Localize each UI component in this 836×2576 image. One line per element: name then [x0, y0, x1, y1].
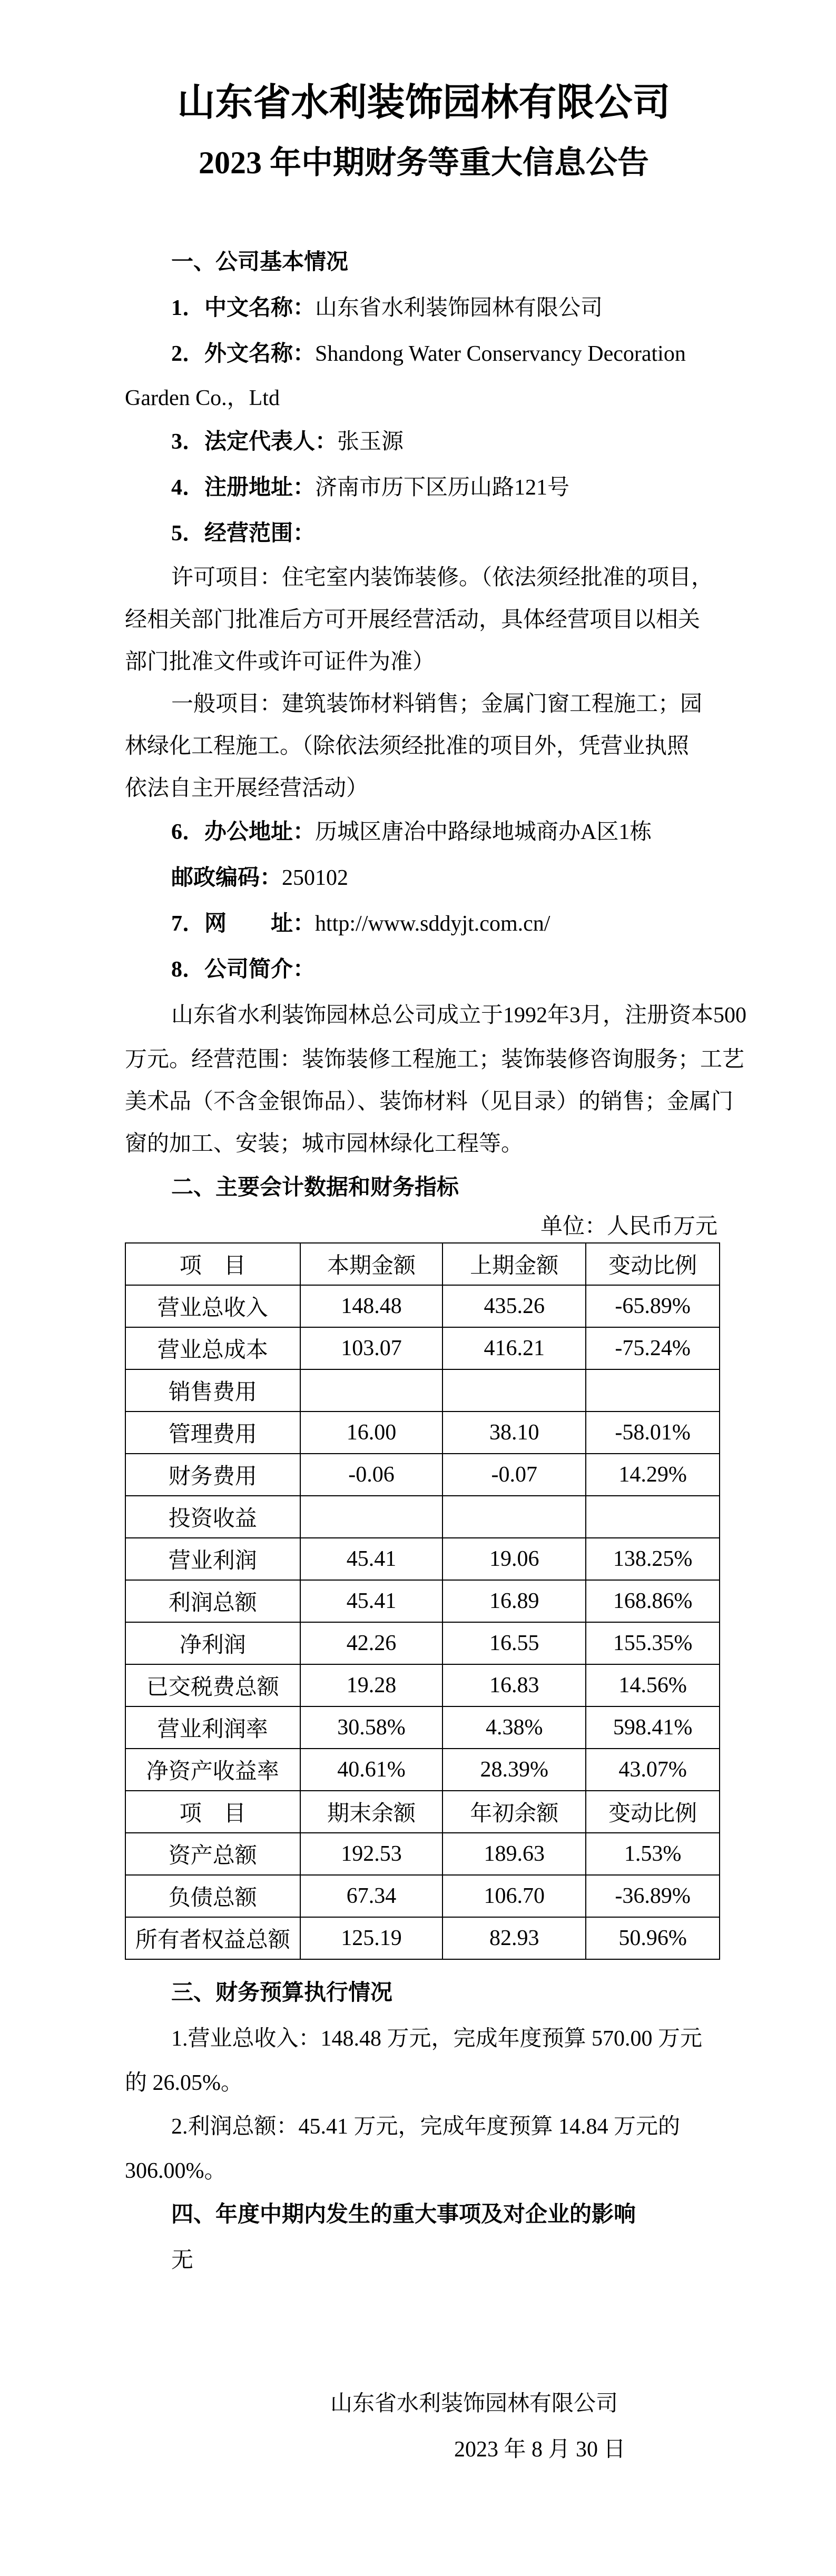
table-header-cell: 变动比例: [586, 1791, 720, 1833]
table-cell: -58.01%: [586, 1412, 720, 1454]
table-cell: [442, 1496, 586, 1538]
item-value: 依法自主开展经营活动）: [125, 776, 369, 801]
table-cell: 营业利润: [125, 1538, 300, 1580]
body-line: [125, 557, 723, 599]
table-cell: 45.41: [300, 1538, 443, 1580]
item-value: 许可项目：住宅室内装饰装修。（依法须经批准的项目，: [171, 566, 714, 590]
table-cell: -36.89%: [586, 1875, 720, 1917]
table-cell: 28.39%: [442, 1749, 586, 1791]
table-cell: 19.06: [442, 1538, 586, 1580]
unit-note: 单位：人民币万元: [540, 1215, 717, 1239]
item-label: 2．外文名称：: [171, 342, 316, 366]
table-cell: 负债总额: [125, 1875, 300, 1917]
table-cell: 资产总额: [125, 1833, 300, 1875]
table-cell: -0.07: [442, 1454, 586, 1496]
item-value: 2.利润总额：45.41 万元，完成年度预算 14.84 万元的: [171, 2115, 681, 2139]
table-cell: 82.93: [442, 1917, 586, 1959]
item-value: Garden Co.，Ltd: [125, 386, 280, 410]
table-header-cell: 本期金额: [300, 1243, 443, 1285]
table-cell: 销售费用: [125, 1369, 300, 1412]
section-3-heading: 三、财务预算执行情况: [171, 1981, 393, 2005]
financial-table: [125, 1242, 720, 1960]
table-cell: 财务费用: [125, 1454, 300, 1496]
item-value: 部门批准文件或许可证件为准）: [125, 650, 435, 674]
body-line: [125, 285, 723, 331]
item-value: 林绿化工程施工。（除依法须经批准的项目外，凭营业执照: [125, 734, 690, 758]
table-cell: 45.41: [300, 1580, 443, 1622]
table-cell: [300, 1369, 443, 1412]
table-row: [125, 1412, 720, 1454]
body-line: [125, 947, 723, 993]
table-row: [125, 1454, 720, 1496]
body-line: [125, 2238, 723, 2284]
table-header-cell: 变动比例: [586, 1243, 720, 1285]
table-cell: 50.96%: [586, 1917, 720, 1959]
body-line: [125, 377, 723, 419]
body-line: [125, 331, 723, 377]
table-cell: 营业总收入: [125, 1285, 300, 1327]
table-row: [125, 1538, 720, 1580]
table-cell: 16.55: [442, 1622, 586, 1664]
item-value: 306.00%。: [125, 2159, 227, 2183]
table-cell: 189.63: [442, 1833, 586, 1875]
body-line: [125, 2104, 723, 2150]
table-cell: 106.70: [442, 1875, 586, 1917]
table-cell: 416.21: [442, 1327, 586, 1369]
table-cell: 67.34: [300, 1875, 443, 1917]
table-cell: 598.41%: [586, 1706, 720, 1749]
table-cell: 42.26: [300, 1622, 443, 1664]
table-row: [125, 1580, 720, 1622]
item-value: 山东省水利装饰园林总公司成立于1992年3月，注册资本500: [171, 1003, 747, 1028]
table-row: [125, 1664, 720, 1706]
table-cell: 19.28: [300, 1664, 443, 1706]
section-2-heading: 二、主要会计数据和财务指标: [171, 1176, 459, 1200]
table-row: [125, 1749, 720, 1791]
table-cell: 净利润: [125, 1622, 300, 1664]
item-value: 的 26.05%。: [125, 2071, 243, 2095]
body-line: [125, 2150, 723, 2192]
body-line: [125, 725, 723, 767]
body-line: [125, 419, 723, 465]
table-cell: 所有者权益总额: [125, 1917, 300, 1959]
table-header-cell: 项 目: [125, 1243, 300, 1285]
item-label: 7．网 址：: [171, 912, 316, 936]
item-value: 一般项目：建筑装饰材料销售；金属门窗工程施工；园: [171, 692, 703, 716]
table-header-cell: 上期金额: [442, 1243, 586, 1285]
section-4-heading: 四、年度中期内发生的重大事项及对企业的影响: [171, 2203, 636, 2227]
table-header-cell: 期末余额: [300, 1791, 443, 1833]
body-line: [125, 855, 723, 901]
table-cell: 16.83: [442, 1664, 586, 1706]
table-cell: 30.58%: [300, 1706, 443, 1749]
table-cell: 43.07%: [586, 1749, 720, 1791]
table-row: [125, 1496, 720, 1538]
body-line: [125, 1123, 723, 1165]
item-value: 张玉源: [337, 430, 404, 454]
table-cell: 4.38%: [442, 1706, 586, 1749]
table-cell: 投资收益: [125, 1496, 300, 1538]
item-value: 万元。经营范围：装饰装修工程施工；装饰装修咨询服务；工艺: [125, 1048, 745, 1072]
table-cell: 已交税费总额: [125, 1664, 300, 1706]
footer-date: 2023 年 8 月 30 日: [454, 2437, 626, 2462]
table-cell: -65.89%: [586, 1285, 720, 1327]
body-line: [125, 641, 723, 683]
body-line: [125, 599, 723, 641]
table-cell: 168.86%: [586, 1580, 720, 1622]
document-content: [125, 0, 747, 2473]
body-line: [125, 1081, 734, 1123]
table-cell: 净资产收益率: [125, 1749, 300, 1791]
item-value: 济南市历下区历山路121号: [315, 476, 570, 500]
table-cell: [586, 1369, 720, 1412]
table-cell: 155.35%: [586, 1622, 720, 1664]
item-value: Shandong Water Conservancy Decoration: [315, 342, 686, 366]
table-cell: 138.25%: [586, 1538, 720, 1580]
table-row: [125, 1622, 720, 1664]
table-cell: 16.89: [442, 1580, 586, 1622]
body-line: [125, 2016, 723, 2062]
footer-company-name: 山东省水利装饰园林有限公司: [330, 2392, 618, 2416]
body-line: [125, 465, 723, 511]
body-line: [125, 767, 723, 810]
item-value: 窗的加工、安装；城市园林绿化工程等。: [125, 1132, 524, 1156]
table-cell: 16.00: [300, 1412, 443, 1454]
table-cell: 38.10: [442, 1412, 586, 1454]
body-line: [125, 1039, 745, 1081]
item-label: 6．办公地址：: [171, 820, 316, 844]
table-cell: 192.53: [300, 1833, 443, 1875]
table-row: [125, 1706, 720, 1749]
item-label: 5．经营范围：: [171, 521, 316, 546]
body-line: [125, 2062, 723, 2104]
table-row: [125, 1369, 720, 1412]
table-row: [125, 1285, 720, 1327]
item-label: 1．中文名称：: [171, 296, 316, 320]
table-cell: 管理费用: [125, 1412, 300, 1454]
section-1-heading: 一、公司基本情况: [171, 250, 349, 274]
item-label: 4．注册地址：: [171, 476, 316, 500]
table-header-cell: 项 目: [125, 1791, 300, 1833]
item-label: 邮政编码：: [171, 866, 282, 890]
table-cell: -0.06: [300, 1454, 443, 1496]
table-row: [125, 1917, 720, 1959]
table-cell: 435.26: [442, 1285, 586, 1327]
table-cell: 14.56%: [586, 1664, 720, 1706]
body-line: [125, 810, 723, 855]
item-value: http://www.sddyjt.com.cn/: [315, 912, 550, 936]
table-cell: 营业利润率: [125, 1706, 300, 1749]
item-value: 1.营业总收入：148.48 万元，完成年度预算 570.00 万元: [171, 2027, 703, 2051]
table-cell: [442, 1369, 586, 1412]
table-cell: -75.24%: [586, 1327, 720, 1369]
table-row: [125, 1833, 720, 1875]
item-value: 经相关部门批准后方可开展经营活动，具体经营项目以相关: [125, 608, 701, 632]
body-line: [125, 683, 723, 725]
item-value: 无: [171, 2248, 194, 2273]
item-label: 8．公司简介：: [171, 958, 316, 982]
body-line: [125, 511, 723, 557]
table-cell: 利润总额: [125, 1580, 300, 1622]
body-line: [125, 901, 723, 947]
item-value: 美术品（不含金银饰品）、装饰材料（见目录）的销售；金属门: [125, 1090, 734, 1114]
table-row: [125, 1875, 720, 1917]
table-header-cell: 年初余额: [442, 1791, 586, 1833]
item-value: 山东省水利装饰园林有限公司: [315, 296, 603, 320]
table-cell: 125.19: [300, 1917, 443, 1959]
table-cell: 14.29%: [586, 1454, 720, 1496]
table-cell: [300, 1496, 443, 1538]
table-row: [125, 1327, 720, 1369]
table-cell: 40.61%: [300, 1749, 443, 1791]
table-cell: 103.07: [300, 1327, 443, 1369]
item-label: 3．法定代表人：: [171, 430, 338, 454]
table-header-row: [125, 1791, 720, 1833]
item-value: 历城区唐冶中路绿地城商办A区1栋: [315, 820, 652, 844]
table-cell: 1.53%: [586, 1833, 720, 1875]
table-cell: 148.48: [300, 1285, 443, 1327]
item-value: 250102: [282, 866, 349, 890]
table-cell: 营业总成本: [125, 1327, 300, 1369]
document-title: 山东省水利装饰园林有限公司: [177, 82, 671, 124]
body-line: [125, 993, 747, 1039]
table-cell: [586, 1496, 720, 1538]
document-subtitle: 2023 年中期财务等重大信息公告: [199, 145, 649, 180]
table-header-row: [125, 1243, 720, 1285]
